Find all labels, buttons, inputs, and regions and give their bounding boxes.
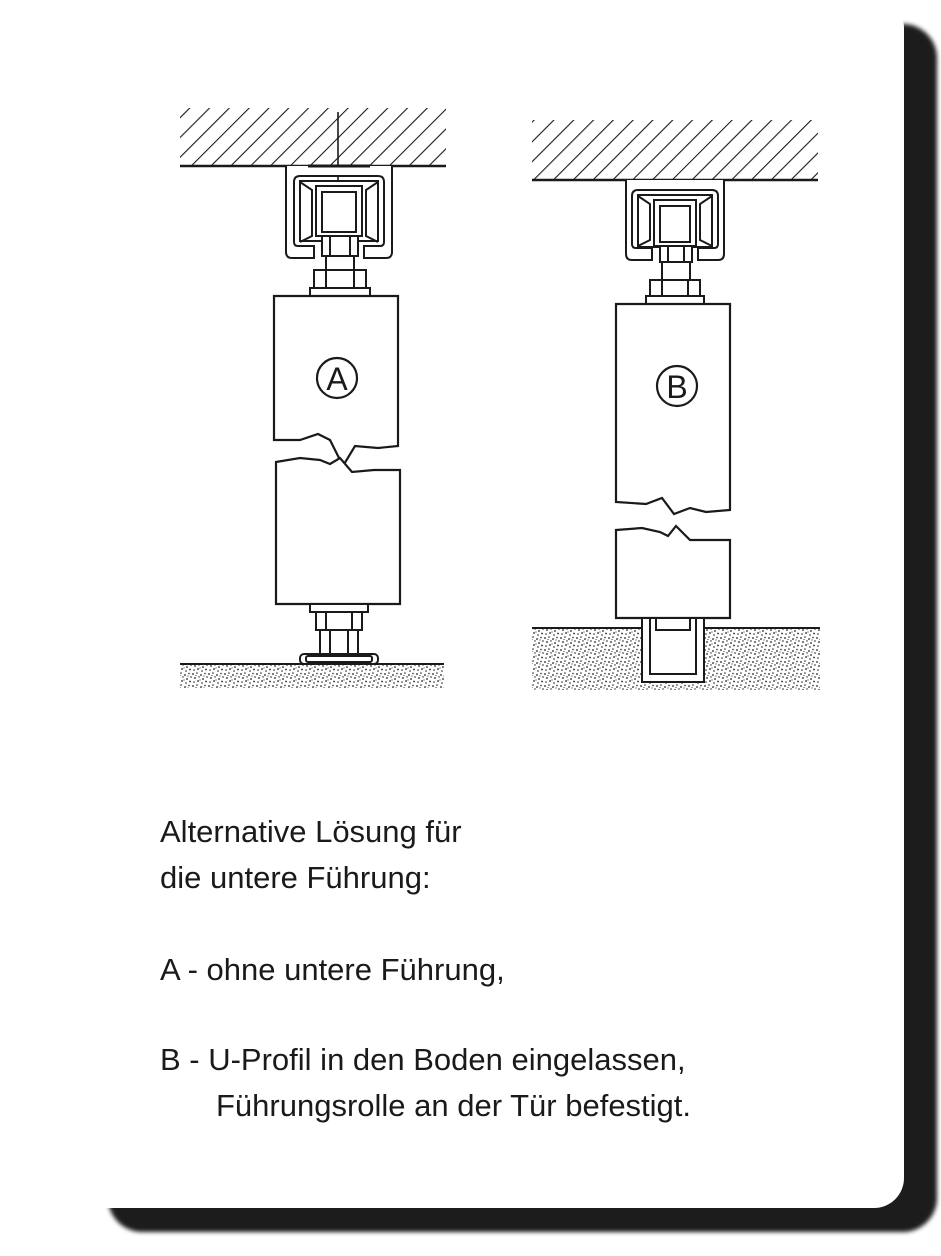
u-profile-b: [642, 618, 704, 682]
hanger-bolt-a: [310, 236, 370, 296]
caption-option-b-line2: Führungsrolle an der Tür befestigt.: [216, 1088, 692, 1123]
floor-a: [180, 664, 444, 688]
caption-heading-line2: die untere Führung:: [160, 860, 431, 895]
door-lower-b: [616, 526, 730, 618]
detail-b: [532, 120, 820, 690]
label-a: A: [326, 361, 348, 397]
bottom-guide-a: [300, 604, 378, 664]
label-b: B: [666, 369, 688, 405]
hanger-bolt-b: [646, 246, 704, 304]
caption-option-a: A - ohne untere Führung,: [160, 952, 505, 987]
caption-heading-line1: Alternative Lösung für: [160, 814, 462, 849]
ceiling-a: [180, 108, 446, 166]
caption-option-b-line1: B - U-Profil in den Boden eingelassen,: [160, 1042, 686, 1077]
detail-a: [180, 108, 446, 688]
door-upper-b: [616, 304, 730, 514]
door-lower-a: [276, 458, 400, 604]
ceiling-b: [532, 120, 818, 180]
